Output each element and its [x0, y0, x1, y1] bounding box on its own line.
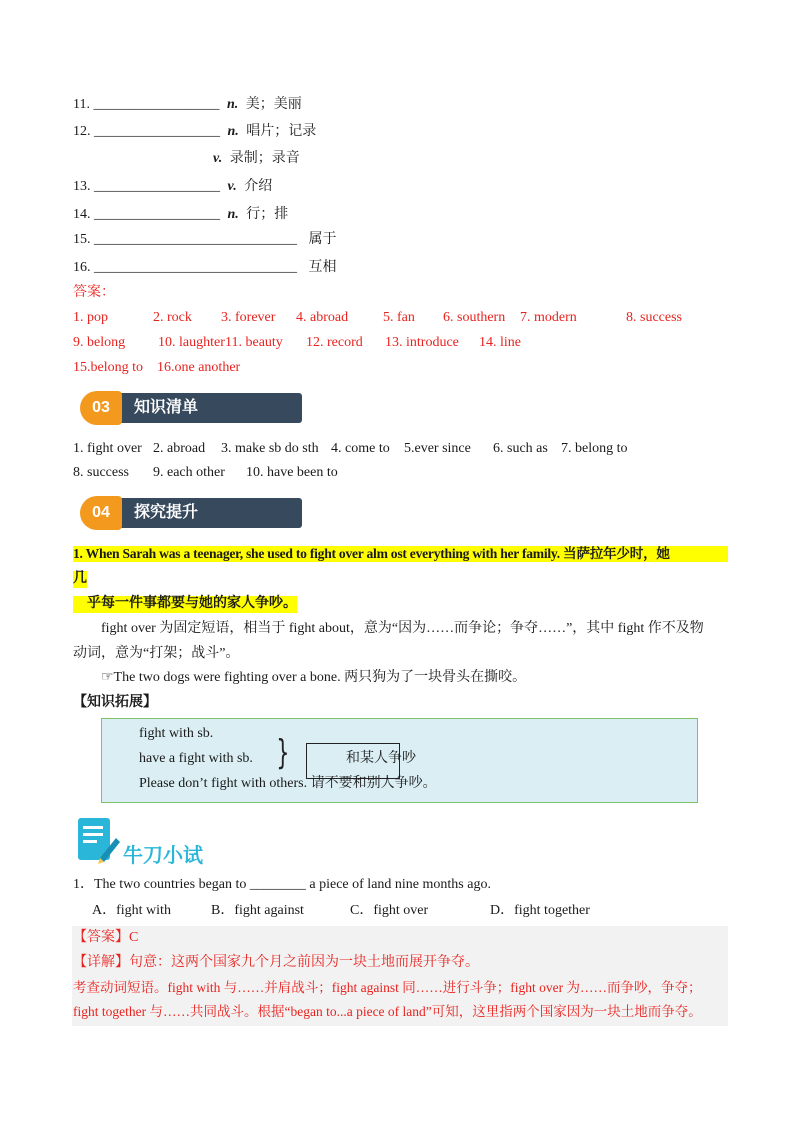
- list-item: 10. have been to: [246, 465, 338, 480]
- vocab-number: 16.: [73, 260, 91, 275]
- vocab-meaning: 行；排: [246, 207, 289, 222]
- answer-item: 14. line: [479, 335, 521, 350]
- list-item: 3. make sb do sth: [221, 441, 319, 456]
- solution-line-3: fight together 与……共同战斗。根据“began to...a piece of land”可知，这里指两个国家因为一块土地而争夺。: [73, 1004, 702, 1019]
- answer-value: C: [129, 930, 139, 945]
- part-of-speech: n.: [226, 97, 239, 112]
- option-b[interactable]: B．fight against: [211, 903, 304, 918]
- explanation-line-2: 动词，意为“打架；战斗”。: [73, 646, 240, 661]
- answer-item: 2. rock: [153, 310, 192, 325]
- vocab-item-16: [73, 260, 337, 277]
- answer-item: 13. introduce: [385, 335, 459, 350]
- vocab-item-12-verb: [213, 151, 300, 168]
- option-a[interactable]: A．fight with: [92, 903, 171, 918]
- list-item: 9. each other: [153, 465, 225, 480]
- extension-box: [101, 718, 698, 803]
- answer-item: 9. belong: [73, 335, 126, 350]
- detail-text: 句意：这两个国家九个月之前因为一块土地而展开争夺。: [129, 955, 479, 970]
- section-number: 03: [80, 391, 122, 425]
- answer-item: 12. record: [306, 335, 363, 350]
- extension-line-3: Please don’t fight with others. 请不要和别人争吵。: [139, 776, 437, 791]
- solution-answer: [73, 930, 138, 947]
- vocab-meaning: 唱片；记录: [246, 124, 317, 139]
- vocab-blank[interactable]: __________________: [94, 124, 220, 139]
- section-title: 探究提升: [118, 498, 302, 528]
- list-item: 1. fight over: [73, 441, 142, 456]
- answer-item: 6. southern: [443, 310, 506, 325]
- vocab-blank[interactable]: __________________: [94, 207, 220, 222]
- answer-item: 1. pop: [73, 310, 108, 325]
- vocab-blank[interactable]: _____________________________: [94, 260, 297, 275]
- vocab-meaning: 互相: [308, 260, 337, 275]
- vocab-blank[interactable]: _____________________________: [94, 232, 297, 247]
- answer-item: 15.belong to: [73, 360, 143, 375]
- vocab-item-13: [73, 179, 272, 196]
- brace-symbol: }: [276, 733, 290, 773]
- vocab-number: 11.: [73, 97, 90, 112]
- section-title: 知识清单: [118, 393, 302, 423]
- answer-item: 7. modern: [520, 310, 577, 325]
- question-stem: 1．The two countries began to ________ a piece of land nine months ago.: [73, 877, 491, 892]
- part-of-speech: v.: [227, 179, 237, 194]
- key-sentence-translation: 乎每一件事都要与她的家人争吵。: [73, 596, 297, 613]
- list-item: 2. abroad: [153, 441, 206, 456]
- vocab-meaning: 录制；录音: [229, 151, 300, 166]
- vocab-number: 15.: [73, 232, 91, 247]
- vocab-meaning: 美；美丽: [245, 97, 302, 112]
- extension-line-1: fight with sb.: [139, 726, 214, 741]
- answer-item: 8. success: [626, 310, 682, 325]
- part-of-speech: v.: [213, 151, 223, 166]
- vocab-number: 12.: [73, 124, 91, 139]
- vocab-item-12: [73, 124, 316, 141]
- solution-detail: [73, 955, 479, 972]
- list-item: 4. come to: [331, 441, 390, 456]
- answer-item: 4. abroad: [296, 310, 349, 325]
- extension-label: 【知识拓展】: [73, 695, 157, 710]
- section-number: 04: [80, 496, 122, 530]
- vocab-item-14: [73, 207, 288, 224]
- answer-item: 3. forever: [221, 310, 276, 325]
- option-d[interactable]: D．fight together: [490, 903, 590, 918]
- answer-item: 5. fan: [383, 310, 415, 325]
- vocab-blank[interactable]: __________________: [93, 97, 220, 112]
- list-item: 8. success: [73, 465, 129, 480]
- answer-item: 16.one another: [157, 360, 241, 375]
- notepad-icon: [76, 814, 120, 864]
- vocab-number: 13.: [73, 179, 91, 194]
- vocab-meaning: 介绍: [244, 179, 273, 194]
- key-sentence-line-1: 1. When Sarah was a teenager, she used to fight over alm ost everything with her family. 当萨拉年少时，她: [73, 546, 728, 562]
- part-of-speech: n.: [227, 207, 239, 222]
- vocab-item-15: [73, 232, 337, 249]
- boxed-meaning: 和某人争吵: [346, 751, 416, 766]
- list-item: 6. such as: [493, 441, 548, 456]
- list-item: 7. belong to: [561, 441, 628, 456]
- vocab-meaning: 属于: [308, 232, 337, 247]
- example-sentence: ☞The two dogs were fighting over a bone. 两只狗为了一块骨头在撕咬。: [101, 670, 527, 685]
- extension-line-2: have a fight with sb.: [139, 751, 253, 766]
- section-badge-03: [80, 389, 305, 427]
- explanation-line-1: fight over 为固定短语，相当于 fight about，意为“因为……而争论；争夺……”，其中 fight 作不及物: [101, 621, 704, 636]
- solution-line-2: 考查动词短语。fight with 与……并肩战斗；fight against 同……进行斗争；fight over 为……而争吵，争夺；: [73, 980, 702, 995]
- vocab-blank[interactable]: __________________: [94, 179, 220, 194]
- list-item: 5.ever since: [404, 441, 471, 456]
- vocab-number: 14.: [73, 207, 91, 222]
- option-c[interactable]: C．fight over: [350, 903, 429, 918]
- vocab-item-11: [73, 97, 302, 114]
- key-sentence-line-2: 几: [73, 571, 87, 586]
- section-badge-04: [80, 494, 305, 532]
- answer-label: 答案：: [73, 285, 115, 300]
- answer-label: 【答案】: [73, 930, 129, 945]
- answer-item: 11. beauty: [225, 335, 283, 350]
- answer-item: 10. laughter: [158, 335, 225, 350]
- part-of-speech: n.: [227, 124, 239, 139]
- practice-title: 牛刀小试: [123, 843, 203, 867]
- detail-label: 【详解】: [73, 955, 129, 970]
